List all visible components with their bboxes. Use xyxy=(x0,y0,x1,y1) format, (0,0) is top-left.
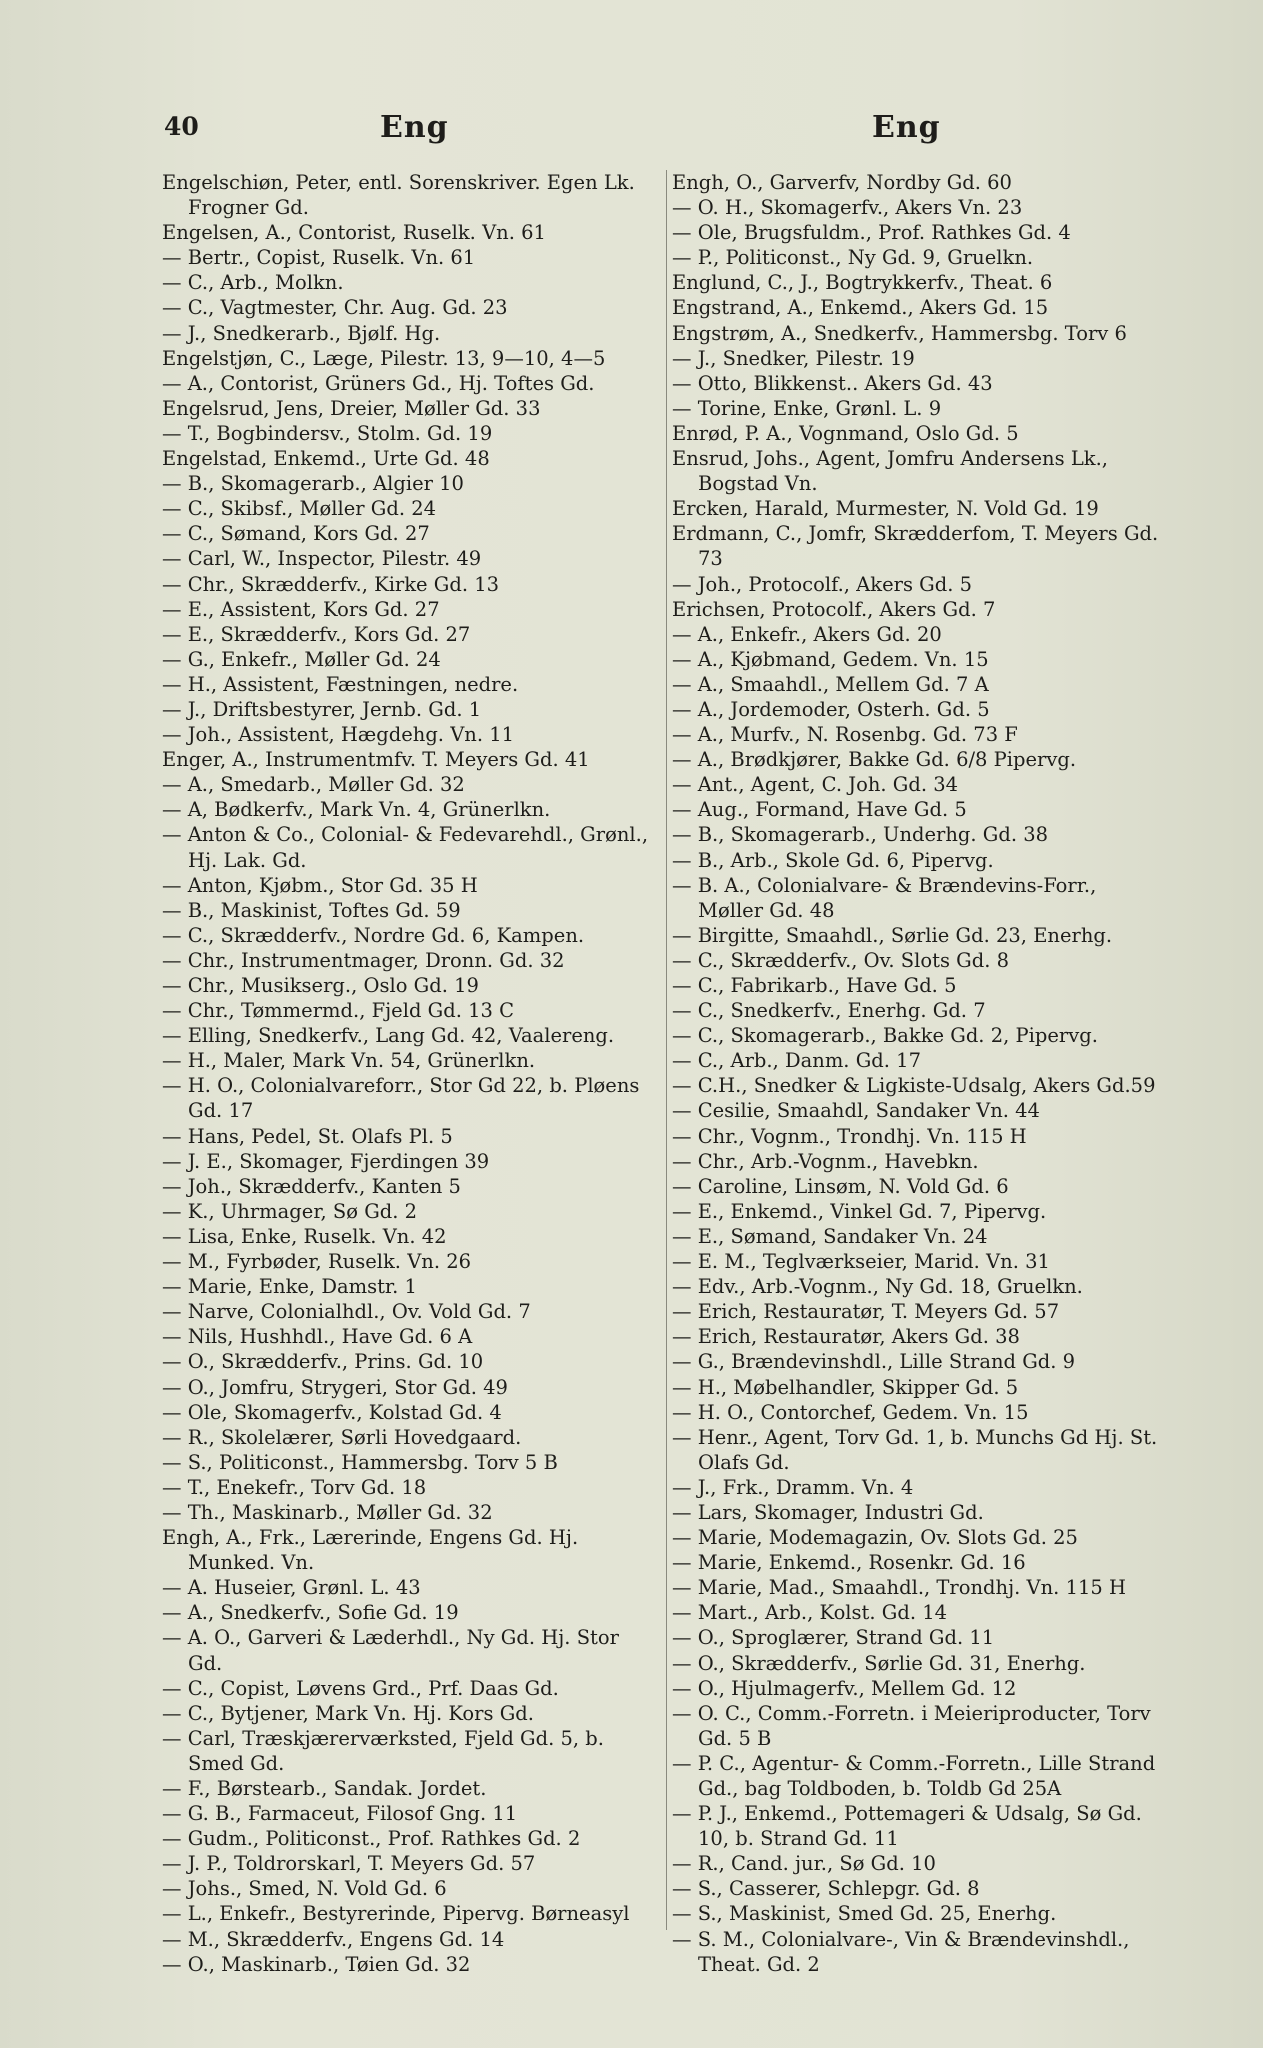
directory-entry: — Marie, Enkemd., Rosenkr. Gd. 16 xyxy=(672,1551,1026,1575)
directory-entry: Engelsrud, Jens, Dreier, Møller Gd. 33 xyxy=(162,396,541,420)
directory-entry: — M., Skrædderfv., Engens Gd. 14 xyxy=(162,1927,505,1951)
directory-entry: — J., Frk., Dramm. Vn. 4 xyxy=(672,1475,914,1499)
directory-entry: Engstrøm, A., Snedkerfv., Hammersbg. Torv 6 xyxy=(672,321,1127,345)
directory-entry: — L., Enkefr., Bestyrerinde, Pipervg. Børneasyl xyxy=(162,1902,630,1926)
directory-entry: — Elling, Snedkerfv., Lang Gd. 42, Vaalereng. xyxy=(162,1024,615,1048)
directory-entry: — H. O., Contorchef, Gedem. Vn. 15 xyxy=(672,1400,1029,1424)
directory-entry: — Bertr., Copist, Ruselk. Vn. 61 xyxy=(162,246,476,270)
directory-entry: — B. A., Colonialvare- & Brændevins-Forr., Møller Gd. 48 xyxy=(672,873,1097,922)
directory-entry: — K., Uhrmager, Sø Gd. 2 xyxy=(162,1199,418,1223)
directory-entry: Enger, A., Instrumentmfv. T. Meyers Gd. 41 xyxy=(162,748,590,772)
directory-entry: — C., Arb., Danm. Gd. 17 xyxy=(672,1049,921,1073)
column-divider xyxy=(666,170,667,1930)
directory-entry: — Marie, Mad., Smaahdl., Trondhj. Vn. 115 H xyxy=(672,1576,1127,1600)
directory-entry: — O., Hjulmagerfv., Mellem Gd. 12 xyxy=(672,1676,1017,1700)
directory-entry: — Mart., Arb., Kolst. Gd. 14 xyxy=(672,1601,948,1625)
directory-entry: — Joh., Skrædderfv., Kanten 5 xyxy=(162,1174,461,1198)
directory-entry: — Torine, Enke, Grønl. L. 9 xyxy=(672,396,942,420)
directory-entry: Englund, C., J., Bogtrykkerfv., Theat. 6 xyxy=(672,271,1053,295)
directory-entry: — Lars, Skomager, Industri Gd. xyxy=(672,1500,984,1524)
directory-entry: — P. J., Enkemd., Pottemageri & Udsalg, Sø Gd. 10, b. Strand Gd. 11 xyxy=(672,1802,1142,1851)
directory-entry: Engelschiøn, Peter, entl. Sorenskriver. Egen Lk. Frogner Gd. xyxy=(162,171,635,220)
directory-entry: — O., Sproglærer, Strand Gd. 11 xyxy=(672,1626,995,1650)
directory-entry: — O., Jomfru, Strygeri, Stor Gd. 49 xyxy=(162,1375,508,1399)
directory-entry: — Birgitte, Smaahdl., Sørlie Gd. 23, Enerhg. xyxy=(672,923,1113,947)
running-header-right: Eng xyxy=(872,110,941,145)
directory-entry: — C., Arb., Molkn. xyxy=(162,271,344,295)
directory-entry: — J., Snedker, Pilestr. 19 xyxy=(672,346,915,370)
directory-entry: — Carl, Træskjærerværksted, Fjeld Gd. 5, b. Smed Gd. xyxy=(162,1726,604,1775)
directory-entry: — H., Maler, Mark Vn. 54, Grünerlkn. xyxy=(162,1049,536,1073)
directory-entry: — H., Assistent, Fæstningen, nedre. xyxy=(162,672,519,696)
directory-entry: — C., Fabrikarb., Have Gd. 5 xyxy=(672,974,957,997)
left-column xyxy=(162,170,657,1977)
directory-entry: — G., Brændevinshdl., Lille Strand Gd. 9 xyxy=(672,1350,1076,1374)
directory-entry: — Narve, Colonialhdl., Ov. Vold Gd. 7 xyxy=(162,1300,531,1324)
directory-entry: — Chr., Arb.-Vognm., Havebkn. xyxy=(672,1149,979,1173)
directory-entry: — Ole, Brugsfuldm., Prof. Rathkes Gd. 4 xyxy=(672,221,1071,245)
directory-entry: Engh, A., Frk., Lærerinde, Engens Gd. Hj. Munked. Vn. xyxy=(162,1526,579,1575)
directory-entry: — A., Brødkjører, Bakke Gd. 6/8 Pipervg. xyxy=(672,748,1077,772)
directory-entry: — Anton & Co., Colonial- & Fedevarehdl., Grønl., Hj. Lak. Gd. xyxy=(162,823,649,872)
directory-entry: — Erich, Restauratør, T. Meyers Gd. 57 xyxy=(672,1300,1060,1324)
directory-entry: — F., Børstearb., Sandak. Jordet. xyxy=(162,1777,487,1800)
directory-entry: — T., Bogbindersv., Stolm. Gd. 19 xyxy=(162,421,493,445)
directory-entry: Engelstjøn, C., Læge, Pilestr. 13, 9—10, 4—5 xyxy=(162,346,606,370)
directory-entry: — C.H., Snedker & Ligkiste-Udsalg, Akers Gd.59 xyxy=(672,1074,1156,1098)
directory-entry: — Chr., Skrædderfv., Kirke Gd. 13 xyxy=(162,572,500,596)
directory-entry: — A., Snedkerfv., Sofie Gd. 19 xyxy=(162,1601,459,1625)
directory-entry: — J. P., Toldrorskarl, T. Meyers Gd. 57 xyxy=(162,1852,536,1876)
directory-entry: — C., Vagtmester, Chr. Aug. Gd. 23 xyxy=(162,296,508,320)
directory-entry: — Ant., Agent, C. Joh. Gd. 34 xyxy=(672,773,959,797)
directory-entry: Erichsen, Protocolf., Akers Gd. 7 xyxy=(672,597,996,621)
directory-entry: — Nils, Hushhdl., Have Gd. 6 A xyxy=(162,1325,473,1349)
directory-entry: — A. O., Garveri & Læderhdl., Ny Gd. Hj. Stor Gd. xyxy=(162,1626,619,1675)
directory-entry: — O. C., Comm.-Forretn. i Meieriproducter, Torv Gd. 5 B xyxy=(672,1701,1151,1750)
page-number: 40 xyxy=(164,112,199,141)
directory-entry: — Gudm., Politiconst., Prof. Rathkes Gd. 2 xyxy=(162,1827,581,1851)
directory-entry: — Cesilie, Smaahdl, Sandaker Vn. 44 xyxy=(672,1099,1040,1123)
right-column xyxy=(672,170,1167,1977)
directory-entry: — O., Skrædderfv., Prins. Gd. 10 xyxy=(162,1350,484,1374)
directory-entry: — A., Murfv., N. Rosenbg. Gd. 73 F xyxy=(672,723,1018,747)
directory-entry: — E. M., Teglværkseier, Marid. Vn. 31 xyxy=(672,1250,1050,1274)
directory-entry: — E., Skrædderfv., Kors Gd. 27 xyxy=(162,622,471,646)
directory-entry: — A, Bødkerfv., Mark Vn. 4, Grünerlkn. xyxy=(162,798,551,822)
directory-entry: — Chr., Vognm., Trondhj. Vn. 115 H xyxy=(672,1124,1027,1148)
directory-entry: — O. H., Skomagerfv., Akers Vn. 23 xyxy=(672,196,1023,220)
directory-entry: — Lisa, Enke, Ruselk. Vn. 42 xyxy=(162,1224,447,1248)
directory-entry: — Caroline, Linsøm, N. Vold Gd. 6 xyxy=(672,1174,1009,1198)
directory-entry: Engelsen, A., Contorist, Ruselk. Vn. 61 xyxy=(162,221,546,245)
directory-entry: — Erich, Restauratør, Akers Gd. 38 xyxy=(672,1325,1020,1349)
directory-entry: — S. M., Colonialvare-, Vin & Brændevinshdl., Theat. Gd. 2 xyxy=(672,1927,1130,1976)
directory-entry: — Ole, Skomagerfv., Kolstad Gd. 4 xyxy=(162,1400,502,1424)
directory-entry: — Th., Maskinarb., Møller Gd. 32 xyxy=(162,1500,493,1524)
directory-entry: — C., Skibsf., Møller Gd. 24 xyxy=(162,497,437,521)
directory-entry: — C., Copist, Løvens Grd., Prf. Daas Gd. xyxy=(162,1676,559,1700)
directory-entry: — Hans, Pedel, St. Olafs Pl. 5 xyxy=(162,1124,453,1148)
directory-entry: — A., Jordemoder, Osterh. Gd. 5 xyxy=(672,697,990,721)
directory-entry: — A., Contorist, Grüners Gd., Hj. Toftes Gd. xyxy=(162,371,595,395)
directory-entry: — C., Snedkerfv., Enerhg. Gd. 7 xyxy=(672,999,986,1023)
directory-entry: — B., Maskinist, Toftes Gd. 59 xyxy=(162,898,461,922)
directory-entry: — O., Skrædderfv., Sørlie Gd. 31, Enerhg. xyxy=(672,1651,1086,1675)
directory-entry: Enrød, P. A., Vognmand, Oslo Gd. 5 xyxy=(672,421,1019,445)
directory-entry: — T., Enekefr., Torv Gd. 18 xyxy=(162,1475,427,1499)
directory-entry: — E., Assistent, Kors Gd. 27 xyxy=(162,597,440,621)
directory-entry: — S., Politiconst., Hammersbg. Torv 5 B xyxy=(162,1450,558,1474)
directory-entry: — Joh., Protocolf., Akers Gd. 5 xyxy=(672,572,973,596)
directory-entry: — S., Maskinist, Smed Gd. 25, Enerhg. xyxy=(672,1902,1057,1926)
directory-entry: — Aug., Formand, Have Gd. 5 xyxy=(672,798,967,822)
directory-entry: — R., Skolelærer, Sørli Hovedgaard. xyxy=(162,1425,522,1449)
directory-entry: Erdmann, C., Jomfr, Skrædderfom, T. Meyers Gd. 73 xyxy=(672,522,1159,571)
directory-entry: Engelstad, Enkemd., Urte Gd. 48 xyxy=(162,447,490,471)
directory-entry: — G., Enkefr., Møller Gd. 24 xyxy=(162,647,441,671)
directory-entry: — J. E., Skomager, Fjerdingen 39 xyxy=(162,1149,490,1173)
directory-entry: — Johs., Smed, N. Vold Gd. 6 xyxy=(162,1877,447,1901)
directory-entry: — Chr., Musikserg., Oslo Gd. 19 xyxy=(162,974,479,997)
directory-entry: — R., Cand. jur., Sø Gd. 10 xyxy=(672,1852,936,1876)
directory-entry: — C., Bytjener, Mark Vn. Hj. Kors Gd. xyxy=(162,1701,534,1725)
directory-entry: — Chr., Instrumentmager, Dronn. Gd. 32 xyxy=(162,948,565,972)
directory-entry: — Anton, Kjøbm., Stor Gd. 35 H xyxy=(162,873,478,897)
running-header-left: Eng xyxy=(380,110,449,145)
directory-entry: — Chr., Tømmermd., Fjeld Gd. 13 C xyxy=(162,999,515,1023)
directory-entry: — P., Politiconst., Ny Gd. 9, Gruelkn. xyxy=(672,246,1034,270)
directory-entry: Ensrud, Johs., Agent, Jomfru Andersens Lk., Bogstad Vn. xyxy=(672,447,1108,496)
directory-entry: — Edv., Arb.-Vognm., Ny Gd. 18, Gruelkn. xyxy=(672,1275,1083,1299)
directory-entry: Engh, O., Garverfv, Nordby Gd. 60 xyxy=(672,171,1012,194)
directory-entry: — B., Skomagerarb., Underhg. Gd. 38 xyxy=(672,823,1049,847)
directory-entry: — C., Skomagerarb., Bakke Gd. 2, Pipervg. xyxy=(672,1024,1098,1048)
directory-entry: — A., Smedarb., Møller Gd. 32 xyxy=(162,773,465,797)
directory-entry: — Carl, W., Inspector, Pilestr. 49 xyxy=(162,547,482,571)
directory-entry: — Joh., Assistent, Hægdehg. Vn. 11 xyxy=(162,723,515,747)
directory-entry: — S., Casserer, Schlepgr. Gd. 8 xyxy=(672,1877,980,1901)
directory-entry: — Henr., Agent, Torv Gd. 1, b. Munchs Gd Hj. St. Olafs Gd. xyxy=(672,1425,1158,1474)
directory-entry: Ercken, Harald, Murmester, N. Vold Gd. 19 xyxy=(672,497,1099,521)
directory-entry: — O., Maskinarb., Tøien Gd. 32 xyxy=(162,1952,471,1976)
directory-entry: — M., Fyrbøder, Ruselk. Vn. 26 xyxy=(162,1250,472,1274)
directory-entry: — H., Møbelhandler, Skipper Gd. 5 xyxy=(672,1375,1019,1399)
directory-entry: — C., Sømand, Kors Gd. 27 xyxy=(162,522,430,546)
directory-entry: — J., Driftsbestyrer, Jernb. Gd. 1 xyxy=(162,697,482,721)
directory-entry: — J., Snedkerarb., Bjølf. Hg. xyxy=(162,321,441,345)
directory-entry: — Otto, Blikkenst.. Akers Gd. 43 xyxy=(672,371,993,395)
directory-entry: — A. Huseier, Grønl. L. 43 xyxy=(162,1576,421,1600)
directory-entry: — A., Smaahdl., Mellem Gd. 7 A xyxy=(672,672,989,696)
directory-entry: — B., Arb., Skole Gd. 6, Pipervg. xyxy=(672,848,994,872)
directory-entry: — E., Enkemd., Vinkel Gd. 7, Pipervg. xyxy=(672,1199,1047,1223)
directory-entry: — Marie, Enke, Damstr. 1 xyxy=(162,1275,417,1299)
directory-entry: — G. B., Farmaceut, Filosof Gng. 11 xyxy=(162,1802,518,1826)
directory-entry: — P. C., Agentur- & Comm.-Forretn., Lille Strand Gd., bag Toldboden, b. Toldb Gd 25A xyxy=(672,1751,1156,1800)
directory-entry: — A., Kjøbmand, Gedem. Vn. 15 xyxy=(672,647,989,671)
directory-entry: — A., Enkefr., Akers Gd. 20 xyxy=(672,622,942,646)
directory-entry: Engstrand, A., Enkemd., Akers Gd. 15 xyxy=(672,296,1049,320)
directory-entry: — H. O., Colonialvareforr., Stor Gd 22, b. Pløens Gd. 17 xyxy=(162,1074,640,1123)
directory-entry: — C., Skrædderfv., Ov. Slots Gd. 8 xyxy=(672,948,1010,972)
directory-entry: — Marie, Modemagazin, Ov. Slots Gd. 25 xyxy=(672,1526,1078,1550)
directory-entry: — B., Skomagerarb., Algier 10 xyxy=(162,472,464,496)
directory-entry: — E., Sømand, Sandaker Vn. 24 xyxy=(672,1224,988,1248)
directory-entry: — C., Skrædderfv., Nordre Gd. 6, Kampen. xyxy=(162,923,585,947)
